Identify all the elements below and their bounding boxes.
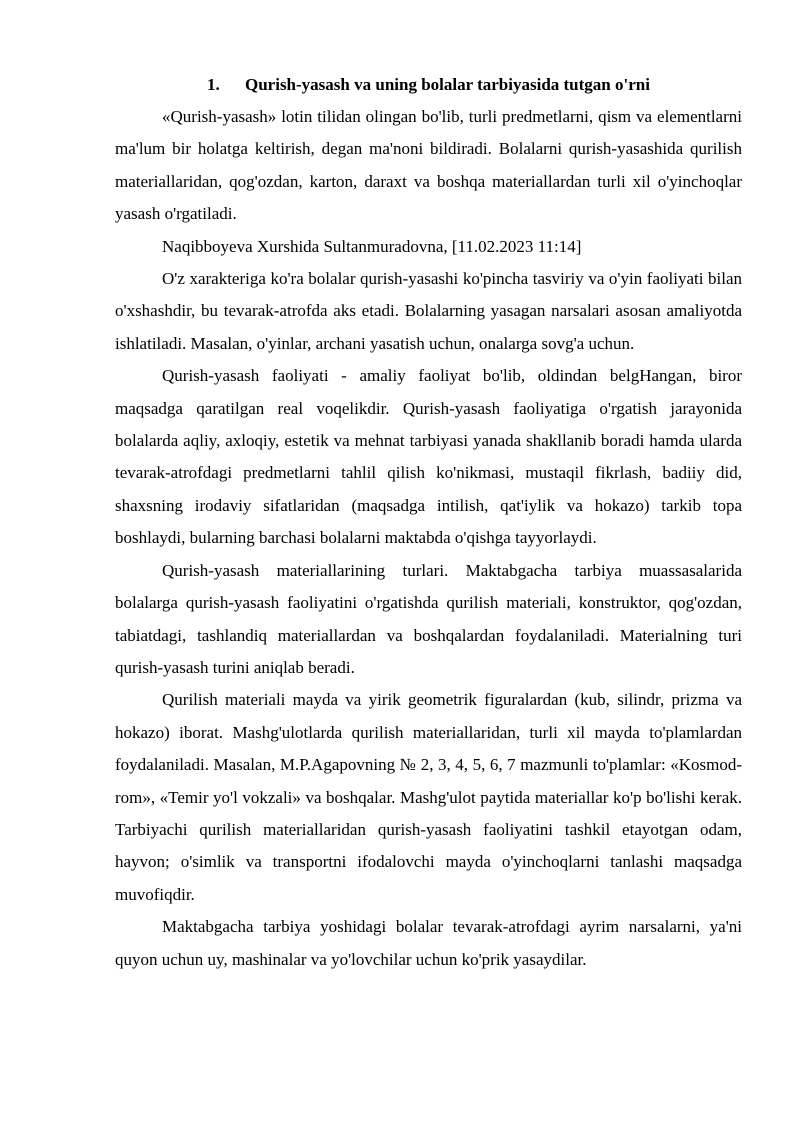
section-number: 1. <box>207 75 220 94</box>
paragraph-preschool: Maktabgacha tarbiya yoshidagi bolalar tevarak-atrofdagi ayrim narsalarni, ya'ni quyon uchun uy, mashinalar va yo'lovchilar uchun ko'prik yasaydilar. <box>115 917 742 969</box>
section-heading <box>115 70 742 100</box>
paragraph-definition: «Qurish-yasash» lotin tilidan olingan bo'lib, turli predmetlarni, qism va elementlarni ma'lum bir holatga keltirish, degan ma'noni bildiradi. Bolalarni qurish-yasashida qurilish materiallaridan, qog'ozdan, karton, daraxt va boshqa materiallardan turli xil o'yinchoqlar yasash o'rgatiladi. <box>115 107 742 224</box>
section-title: Qurish-yasash va uning bolalar tarbiyasida tutgan o'rni <box>245 75 650 94</box>
paragraph-author-note: Naqibboyeva Xurshida Sultanmuradovna, [11.02.2023 11:14] <box>162 236 582 256</box>
paragraph-activity: Qurish-yasash faoliyati - amaliy faoliyat bo'lib, oldindan belgHangan, biror maqsadga qaratilgan real voqelikdir. Qurish-yasash faoliyatiga o'rgatish jarayonida bolalarda aqliy, axloqiy, estetik va mehnat tarbiyasi yanada shakllanib boradi hamda ularda tevarak-atrofdagi predmetlarni tahlil qilish ko'nikmasi, mustaqil fikrlash, badiiy did, shaxsning irodaviy sifatlaridan (maqsadga intilish, qat'iylik va hokazo) tarkib topa boshlaydi, bularning barchasi bolalarni maktabda o'qishga tayyorlaydi. <box>115 366 742 548</box>
paragraph-character: O'z xarakteriga ko'ra bolalar qurish-yasashi ko'pincha tasviriy va o'yin faoliyati bilan o'xshashdir, bu tevarak-atrofda aks etadi. Bolalarning yasagan narsalari asosan amaliyotda ishlatiladi. Masalan, o'yinlar, archani yasatish uchun, onalarga sovg'a uchun. <box>115 269 742 353</box>
document-page <box>115 70 742 976</box>
paragraph-building-material: Qurilish materiali mayda va yirik geometrik figuralardan (kub, silindr, prizma va hokazo) iborat. Mashg'ulotlarda qurilish materiallaridan, turli xil mayda to'plamlardan foydalaniladi. Masalan, M.P.Agapovning № 2, 3, 4, 5, 6, 7 mazmunli to'plamlar: «Kosmod-rom», «Temir yo'l vokzali» va boshqalar. Mashg'ulot paytida materiallar ko'p bo'lishi kerak. Tarbiyachi qurilish materiallaridan qurish-yasash faoliyatini tashkil etayotgan odam, hayvon; o'simlik va transportni ifodalovchi mayda o'yinchoqlarni tanlashi maqsadga muvofiqdir. <box>115 690 742 904</box>
paragraph-material-types: Qurish-yasash materiallarining turlari. Maktabgacha tarbiya muassasalarida bolalarga qurish-yasash faoliyatini o'rgatishda qurilish materiali, konstruktor, qog'ozdan, tabiatdagi, tashlandiq materiallardan va boshqalardan foydalaniladi. Materialning turi qurish-yasash turini aniqlab beradi. <box>115 560 742 677</box>
